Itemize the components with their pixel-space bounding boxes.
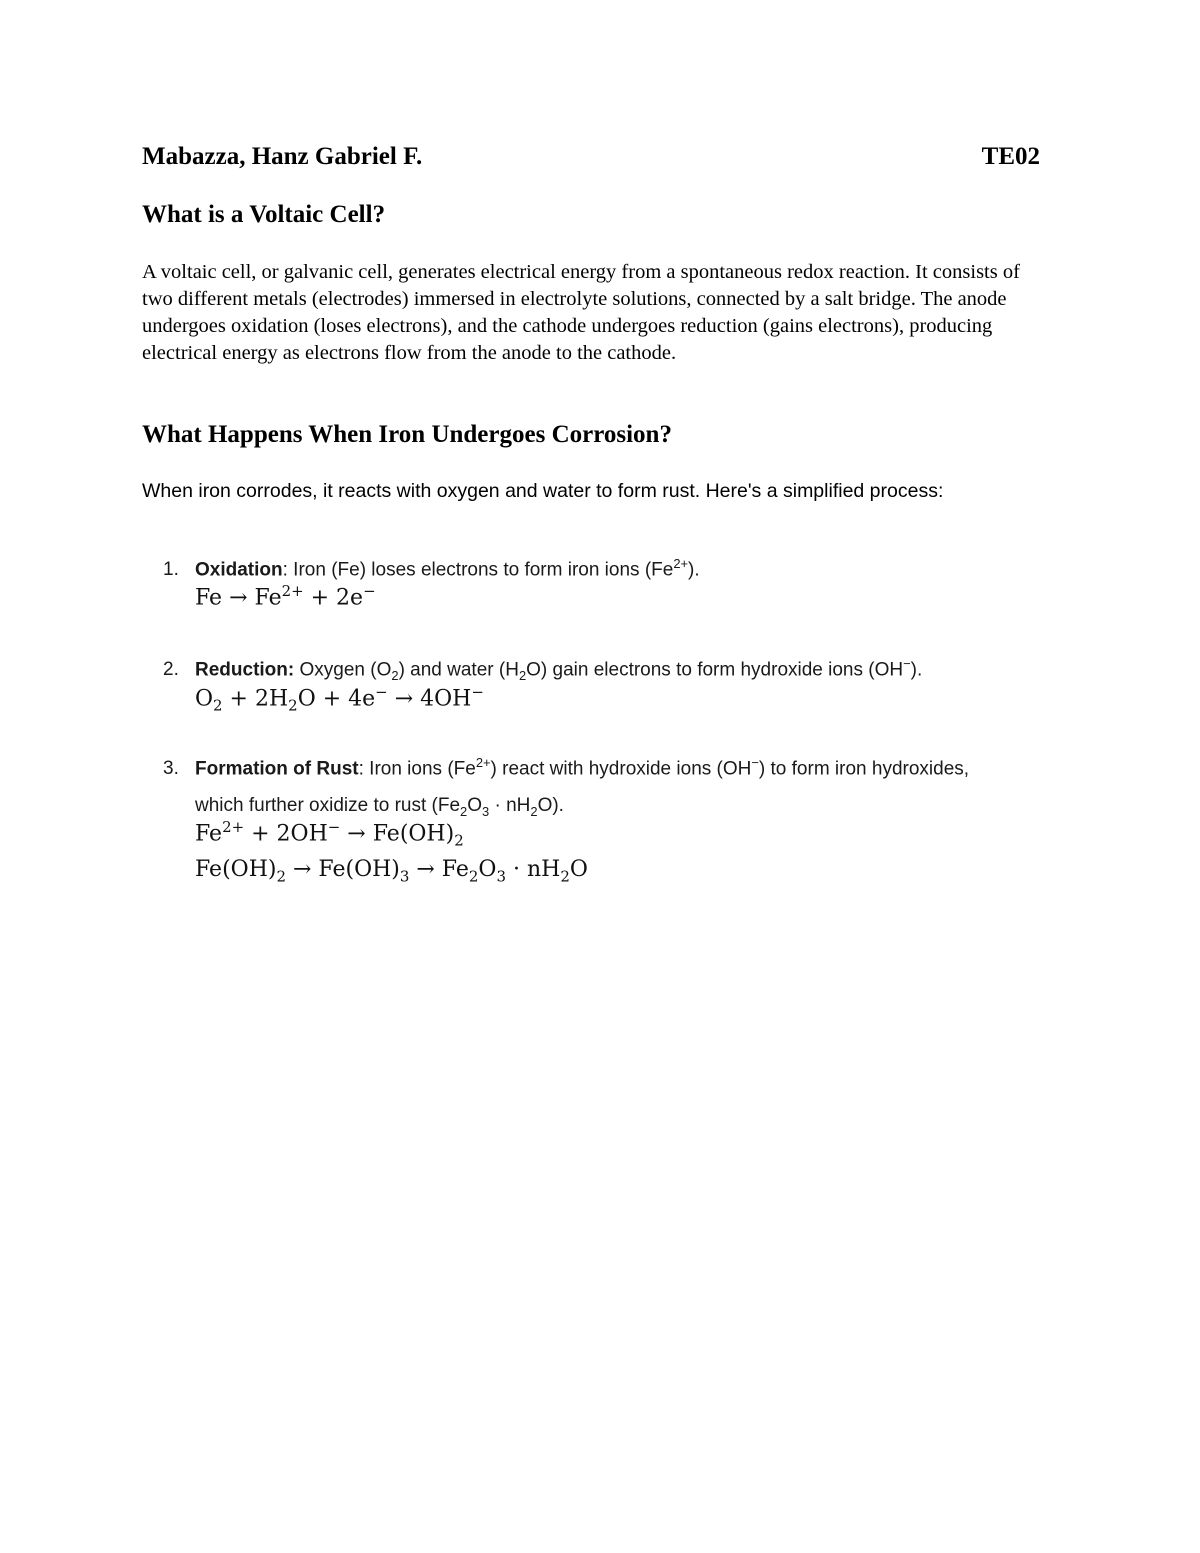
voltaic-cell-paragraph: A voltaic cell, or galvanic cell, generates electrical energy from a spontaneous redox reaction. It consists of two different metals (electrodes) immersed in electrolyte solutions, connected by a salt bridge. The anode undergoes oxidation (loses electrons), and the cathode undergoes reduction (gains electrons), producing electrical energy as electrons flow from the anode to the cathode. bbox=[142, 261, 1020, 364]
document-header bbox=[142, 143, 1040, 171]
step-reduction: 2. Reduction: Oxygen $(O_2)$ and water $(H_2O)$ gain electrons to form hydroxide ions (OH−). bbox=[163, 645, 922, 694]
step-label: Reduction: bbox=[195, 659, 295, 681]
reduction-equation: $O_2 + 2H_2O + 4e^- \to 4OH^-$ bbox=[195, 683, 484, 715]
corrosion-heading: What Happens When Iron Undergoes Corrosion? bbox=[142, 421, 672, 448]
step-label: Oxidation bbox=[195, 559, 283, 581]
step-number: 2. bbox=[163, 659, 179, 681]
course-code: TE02 bbox=[981, 143, 1040, 170]
rust-equation-2: $Fe(OH)_2 \to Fe(OH)_3 \to Fe_2O_3 \cdot nH_2O$ bbox=[195, 857, 588, 886]
step-rust-formation: 3. Formation of Rust: Iron ions $(Fe^{2+})$ react with hydroxide ions (OH−) to form iron hydroxides, which further oxidize to rust $(Fe_2O_3 \cdot nH_2O)$. bbox=[163, 744, 969, 830]
corrosion-intro: When iron corrodes, it reacts with oxygen and water to form rust. Here's a simplified process: bbox=[142, 480, 944, 502]
step-number: 3. bbox=[163, 758, 179, 780]
author-name: Mabazza, Hanz Gabriel F. bbox=[142, 143, 423, 170]
step-number: 1. bbox=[163, 559, 179, 581]
voltaic-cell-heading: What is a Voltaic Cell? bbox=[142, 201, 386, 228]
step-oxidation: 1. Oxidation: Iron (Fe) loses electrons to form iron ions $(Fe^{2+})$. bbox=[163, 545, 700, 588]
step-label: Formation of Rust bbox=[195, 758, 359, 780]
oxidation-equation: $Fe \to Fe^{2+} + 2e^-$ bbox=[195, 582, 376, 611]
rust-equation-1: $Fe^{2+} + 2OH^- \to Fe(OH)_2$ bbox=[195, 818, 464, 850]
